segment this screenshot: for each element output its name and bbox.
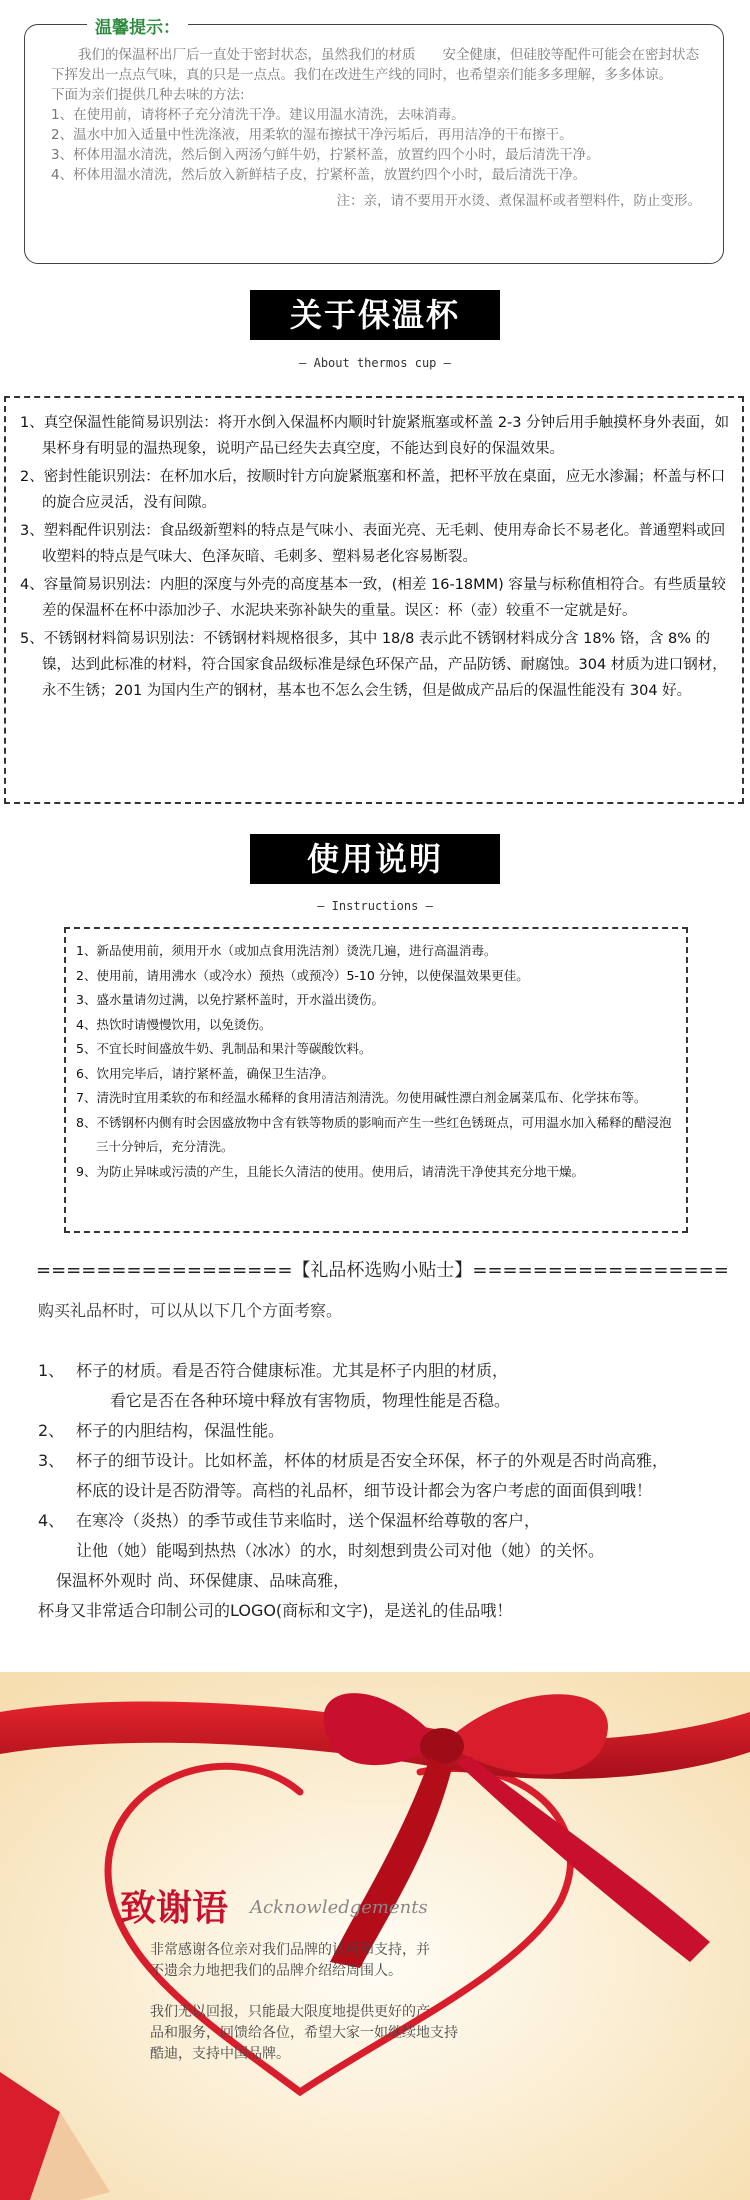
bow-knot: [420, 1728, 464, 1764]
about-item: 1、真空保温性能简易识别法：将开水倒入保温杯内顺时针旋紧瓶塞或杯盖 2-3 分钟后用手触摸杯身外表面，如果杯身有明显的温热现象，说明产品已经失去真空度，不能达到良好的保温效果。: [20, 415, 730, 457]
gift-tips-heading: =================【礼品杯选购小贴士】=================: [36, 1260, 729, 1281]
thanks-paragraph-2: [150, 2002, 458, 2065]
about-box: [4, 396, 744, 804]
gift-item-line: 杯子的内胆结构，保温性能。: [76, 1421, 285, 1440]
instruction-item: 6、饮用完毕后，请拧紧杯盖，确保卫生洁净。: [76, 1065, 334, 1081]
about-item: 3、塑料配件识别法：食品级新塑料的特点是气味小、表面光亮、无毛刺、使用寿命长不易老化。普通塑料或回收塑料的特点是气味大、色泽灰暗、毛刺多、塑料易老化容易断裂。: [20, 523, 726, 565]
thanks-banner: [0, 1672, 750, 2200]
instruction-item: 8、不锈钢杯内侧有时会因盛放物中含有铁等物质的影响而产生一些红色锈斑点，可用温水加入稀释的醋浸泡三十分钟后，充分清洗。: [76, 1114, 672, 1154]
gift-closing-line: 保温杯外观时 尚、环保健康、品味高雅，: [56, 1571, 350, 1590]
thanks-paragraph-1: [150, 1940, 430, 1982]
deodor-method: 4、杯体用温水清洗，然后放入新鲜桔子皮，拧紧杯盖，放置约四个小时，最后清洗干净。: [51, 167, 587, 183]
gift-item-line: 杯底的设计是否防滑等。高档的礼品杯，细节设计都会为客户考虑的面面俱到哦！: [76, 1481, 653, 1500]
instruction-item: 9、为防止异味或污渍的产生，且能长久清洁的使用。使用后，请清洗干净使其充分地干燥。: [76, 1163, 584, 1179]
gift-item-number: 2、: [38, 1421, 65, 1440]
gift-closing-line: 杯身又非常适合印制公司的LOGO(商标和文字)，是送礼的佳品哦！: [38, 1601, 513, 1620]
about-item: 5、不锈钢材料简易识别法：不锈钢材料规格很多，其中 18/8 表示此不锈钢材料成分含 18% 铬，含 8% 的镍，达到此标准的材料，符合国家食品级标准是绿色环保产品，产品防锈、耐腐蚀。304 材质为进口钢材，永不生锈；201 为国内生产的钢材，基本也不怎么会生锈，但是做成产品后的保温性能没有 304 好。: [20, 631, 727, 699]
thanks-line: 酷迪，支持中国品牌。: [150, 2046, 290, 2062]
gift-item-line: 让他（她）能喝到热热（冰冰）的水，时刻想到贵公司对他（她）的关怀。: [76, 1541, 605, 1560]
thanks-line: 品和服务，回馈给各位，希望大家一如继续地支持: [150, 2025, 458, 2041]
gift-item-number: 3、: [38, 1451, 65, 1470]
instruction-item: 5、不宜长时间盛放牛奶、乳制品和果汁等碳酸饮料。: [76, 1041, 372, 1056]
instruction-item: 3、盛水量请勿过满，以免拧紧杯盖时，开水溢出烫伤。: [76, 992, 384, 1007]
thanks-title: 致谢语: [120, 1887, 229, 1929]
instruction-item: 4、热饮时请慢慢饮用，以免烫伤。: [76, 1016, 272, 1032]
about-banner: 关于保温杯: [250, 290, 500, 340]
thanks-subtitle: Acknowledgements: [250, 1897, 428, 1918]
instruction-item: 2、使用前，请用沸水（或冷水）预热（或预冷）5-10 分钟，以使保温效果更佳。: [76, 967, 529, 983]
thanks-line: 不遗余力地把我们的品牌介绍给周围人。: [150, 1963, 402, 1979]
warm-tips-intro: 我们的保温杯出厂后一直处于密封状态，虽然我们的材质 安全健康，但硅胶等配件可能会在密封状态下挥发出一点点气味，真的只是一点点。我们在改进生产线的同时，也希望亲们能多多理解，多多体谅。: [51, 47, 699, 83]
gift-tips-intro: 购买礼品杯时，可以从以下几个方面考察。: [38, 1301, 343, 1320]
gift-item-line: 看它是否在各种环境中释放有害物质，物理性能是否稳。: [110, 1391, 511, 1410]
deodor-method: 2、温水中加入适量中性洗涤液，用柔软的湿布擦拭干净污垢后，再用洁净的干布擦干。: [51, 127, 573, 143]
instruction-item: 7、清洗时宜用柔软的布和经温水稀释的食用清洁剂清洗。勿使用碱性漂白剂金属菜瓜布、化学抹布等。: [76, 1090, 647, 1105]
deodor-method: 1、在使用前，请将杯子充分清洗干净。建议用温水清洗，去味消毒。: [51, 107, 465, 123]
instructions-subtitle: — Instructions —: [317, 899, 433, 913]
gift-item-number: 4、: [38, 1511, 65, 1530]
instruction-item: 1、新品使用前，须用开水（或加点食用洗洁剂）烫洗几遍，进行高温消毒。: [76, 943, 497, 958]
gift-tips-list: [38, 1356, 738, 1626]
about-subtitle: — About thermos cup —: [299, 356, 451, 370]
gift-item-line: 在寒冷（炎热）的季节或佳节来临时，送个保温杯给尊敬的客户，: [76, 1511, 541, 1530]
ribbon-heart-graphic: [0, 1672, 750, 2200]
gift-item-line: 杯子的细节设计。比如杯盖，杯体的材质是否安全环保，杯子的外观是否时尚高雅，: [76, 1451, 669, 1470]
deodor-method: 3、杯体用温水清洗，然后倒入两汤勺鲜牛奶，拧紧杯盖，放置约四个小时，最后清洗干净。: [51, 147, 600, 163]
warm-tips-note: 注：亲，请不要用开水烫、煮保温杯或者塑料件，防止变形。: [336, 193, 701, 209]
deodor-methods-title: 下面为亲们提供几种去味的方法:: [51, 87, 245, 103]
about-item: 4、容量简易识别法：内胆的深度与外壳的高度基本一致，(相差 16-18MM) 容量与标称值相符合。有些质量较差的保温杯在杯中添加沙子、水泥块来弥补缺失的重量。误区：杯（壶）较重不一定就是好。: [20, 577, 726, 619]
instructions-box: [64, 927, 688, 1233]
gift-item-line: 杯子的材质。看是否符合健康标准。尤其是杯子内胆的材质，: [76, 1361, 509, 1380]
gift-item-number: 1、: [38, 1361, 65, 1380]
warm-tips-title: 温馨提示：: [87, 13, 188, 38]
thanks-line: 我们无以回报，只能最大限度地提供更好的产: [150, 2004, 430, 2020]
thanks-line: 非常感谢各位亲对我们品牌的认可和支持，并: [150, 1942, 430, 1958]
warm-tips-box: [24, 18, 724, 264]
about-item: 2、密封性能识别法：在杯加水后，按顺时针方向旋紧瓶塞和杯盖，把杯平放在桌面，应无水渗漏；杯盖与杯口的旋合应灵活，没有间隙。: [20, 469, 726, 511]
instructions-banner: 使用说明: [250, 834, 500, 884]
